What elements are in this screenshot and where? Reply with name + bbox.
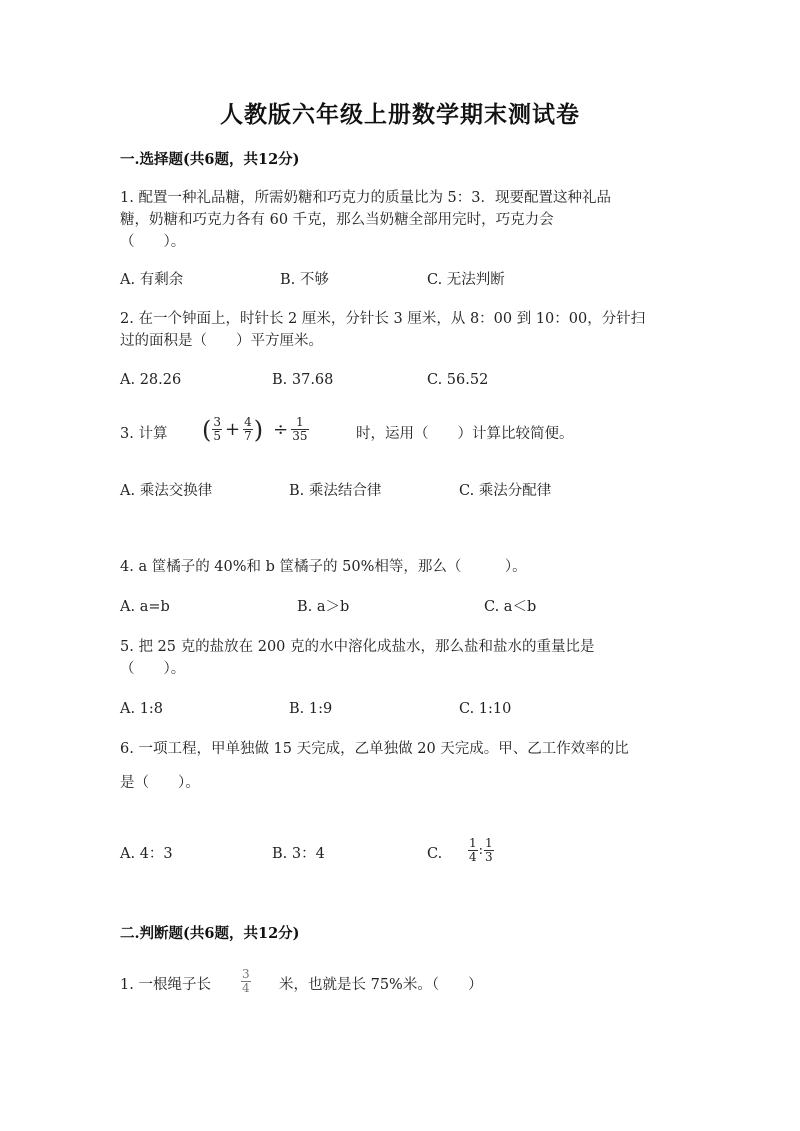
divide-sign: ÷ — [273, 419, 289, 440]
fraction-denominator: 4 — [242, 981, 250, 995]
question-2-option-b: B. 37.68 — [272, 372, 334, 388]
judgment-1-prefix: 1. 一根绳子长 — [120, 977, 211, 993]
question-5-option-b: B. 1:9 — [289, 701, 333, 717]
fraction-1-4 — [468, 837, 478, 864]
fraction-numerator: 3 — [213, 415, 222, 429]
question-2-line-1: 2. 在一个钟面上，时针长 2 厘米，分针长 3 厘米，从 8：00 到 10：00，分针扫 — [120, 311, 646, 327]
question-6-option-a: A. 4：3 — [120, 846, 173, 862]
question-1-line-2: 糖，奶糖和巧克力各有 60 千克，那么当奶糖全部用完时，巧克力会 — [120, 212, 554, 228]
question-6-option-b: B. 3：4 — [272, 846, 325, 862]
ratio-colon: : — [478, 843, 484, 858]
page-title: 人教版六年级上册数学期末测试卷 — [220, 101, 580, 128]
question-5-line-1: 5. 把 25 克的盐放在 200 克的水中溶化成盐水，那么盐和盐水的重量比是 — [120, 639, 595, 655]
question-3-option-b: B. 乘法结合律 — [289, 483, 382, 499]
fraction-1-3 — [484, 837, 494, 864]
question-2-option-a: A. 28.26 — [120, 372, 182, 388]
fraction-denominator: 5 — [213, 429, 222, 443]
fraction-numerator: 1 — [469, 836, 477, 850]
question-4-option-b: B. a＞b — [297, 599, 350, 615]
fraction-1-35 — [291, 416, 308, 443]
left-paren: ( — [202, 415, 212, 444]
question-4-option-a: A. a=b — [120, 599, 170, 615]
right-paren: ) — [253, 415, 264, 444]
question-1-option-c: C. 无法判断 — [427, 272, 505, 288]
fraction-numerator: 3 — [242, 967, 250, 981]
question-5-option-a: A. 1:8 — [120, 701, 164, 717]
question-4-option-c: C. a＜b — [484, 599, 537, 615]
question-2-line-2: 过的面积是（ ）平方厘米。 — [120, 333, 323, 349]
judgment-1-suffix: 米，也就是长 75%米。（ ） — [279, 977, 483, 993]
fraction-3-5 — [212, 416, 222, 443]
question-5-line-2: （ ）。 — [120, 661, 186, 677]
question-4-line-1: 4. a 筐橘子的 40%和 b 筐橘子的 50%相等，那么（ ）。 — [120, 559, 527, 575]
judgment-1-fraction — [240, 968, 252, 995]
question-3-prefix: 3. 计算 — [120, 426, 168, 442]
question-1-line-3: （ ）。 — [120, 234, 186, 250]
question-6-option-c: C. — [427, 846, 443, 862]
question-2-option-c: C. 56.52 — [427, 372, 489, 388]
fraction-denominator: 3 — [485, 850, 493, 864]
question-3-formula — [202, 416, 310, 443]
question-1-line-1: 1. 配置一种礼品糖，所需奶糖和巧克力的质量比为 5：3．现要配置这种礼品 — [120, 190, 612, 206]
section-heading-judgment: 二.判断题(共6题，共12分) — [120, 925, 300, 942]
fraction-4-7 — [243, 416, 253, 443]
fraction-denominator: 35 — [292, 429, 308, 443]
fraction-denominator: 7 — [244, 429, 252, 443]
question-6-line-1: 6. 一项工程，甲单独做 15 天完成，乙单独做 20 天完成。甲、乙工作效率的比 — [120, 741, 629, 757]
question-6-line-2: 是（ ）。 — [120, 775, 200, 791]
section-heading-choice: 一.选择题(共6题，共12分) — [120, 151, 300, 168]
question-3-suffix: 时，运用（ ）计算比较简便。 — [356, 426, 574, 442]
fraction-numerator: 1 — [296, 415, 304, 429]
fraction-numerator: 4 — [244, 415, 252, 429]
question-6-option-c-formula — [467, 837, 495, 864]
fraction-3-4 — [241, 968, 251, 995]
fraction-denominator: 4 — [469, 850, 477, 864]
question-3-option-a: A. 乘法交换律 — [120, 483, 213, 499]
plus-sign: + — [225, 419, 241, 440]
question-5-option-c: C. 1:10 — [459, 701, 512, 717]
question-1-option-b: B. 不够 — [280, 272, 329, 288]
fraction-numerator: 1 — [485, 836, 493, 850]
question-1-option-a: A. 有剩余 — [120, 272, 184, 288]
question-3-option-c: C. 乘法分配律 — [459, 483, 552, 499]
